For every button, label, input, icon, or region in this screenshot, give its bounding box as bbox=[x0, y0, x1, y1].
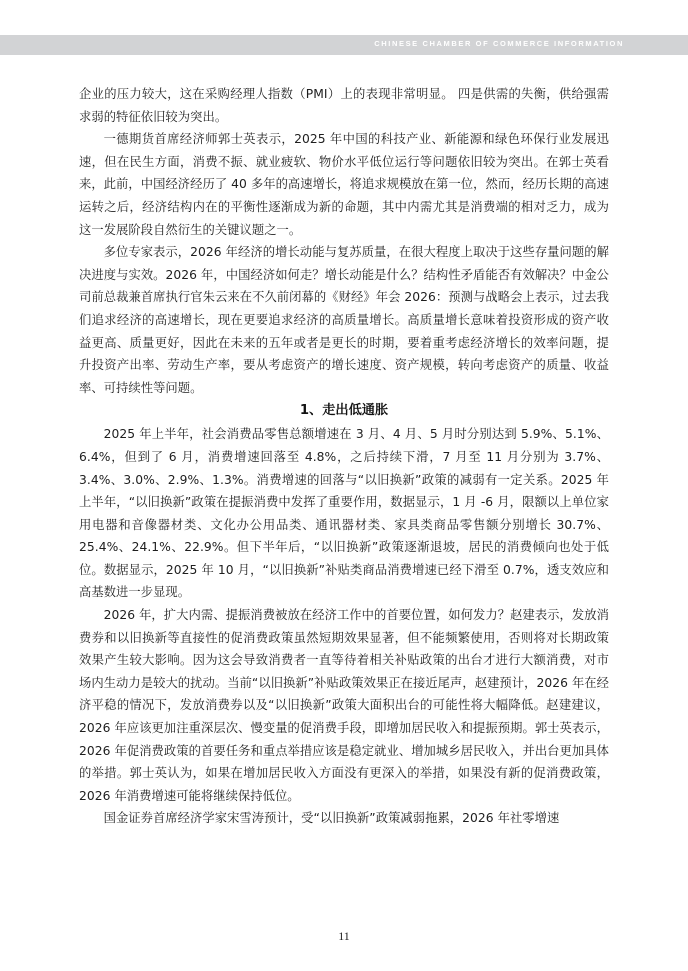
paragraph: 一德期货首席经济师郭士英表示，2025 年中国的科技产业、新能源和绿色环保行业发展迅速，但在民生方面，消费不振、就业疲软、物价水平低位运行等问题依旧较为突出。在郭士英看来，此前，中国经济经历了 40 多年的高速增长，将追求规模放在第一位，然而，经历长期的高速运转之后，经济结构内在的平衡性逐渐成为新的命题，其中内需尤其是消费端的相对乏力，成为这一发展阶段自然衍生的关键议题之一。 bbox=[79, 132, 609, 237]
header-band bbox=[0, 35, 688, 55]
paragraph: 2025 年上半年，社会消费品零售总额增速在 3 月、4 月、5 月时分别达到 5.9%、5.1%、6.4%，但到了 6 月，消费增速回落至 4.8%，之后持续下滑，7 月至 11 月分别为 3.7%、3.4%、3.0%、2.9%、1.3%。消费增速的回落与“以旧换新”政策的减弱有一定关系。2025 年上半年，“以旧换新”政策在提振消费中发挥了重要作用，数据显示，1 月 -6 月，限额以上单位家用电器和音像器材类、文化办公用品类、通讯器材类、家具类商品零售额分别增长 30.7%、25.4%、24.1%、22.9%。但下半年后，“以旧换新”政策逐渐退坡，居民的消费倾向也处于低位。数据显示，2025 年 10 月，“以旧换新”补贴类商品消费增速已经下滑至 0.7%，透支效应和高基数进一步显现。 bbox=[79, 427, 609, 600]
paragraph: 多位专家表示，2026 年经济的增长动能与复苏质量，在很大程度上取决于这些存量问题的解决进度与实效。2026 年，中国经济如何走？增长动能是什么？结构性矛盾能否有效解决？中金公司前总裁兼首席执行官朱云来在不久前闭幕的《财经》年会 2026：预测与战略会上表示，过去我们追求经济的高速增长，现在更要追求经济的高质量增长。高质量增长意味着投资形成的资产收益更高、质量更好，因此在未来的五年或者是更长的时期，要着重考虑经济增长的效率问题，提升投资产出率、劳动生产率，要从考虑资产的增长速度、资产规模，转向考虑资产的质量、收益率、可持续性等问题。 bbox=[79, 245, 609, 395]
header-banner-text: CHINESE CHAMBER OF COMMERCE INFORMATION bbox=[374, 39, 624, 48]
section-heading: 1、走出低通胀 bbox=[299, 403, 389, 419]
page-number: 11 bbox=[338, 929, 350, 943]
paragraph: 2026 年，扩大内需、提振消费被放在经济工作中的首要位置，如何发力？赵建表示，发放消费券和以旧换新等直接性的促消费政策虽然短期效果显著，但不能频繁使用，否则将对长期政策效果产生较大影响。因为这会导致消费者一直等待着相关补贴政策的出台才进行大额消费，对市场内生动力是较大的扰动。当前“以旧换新”补贴政策效果正在接近尾声，赵建预计，2026 年在经济平稳的情况下，发放消费券以及“以旧换新”政策大面积出台的可能性将大幅降低。赵建建议，2026 年应该更加注重深层次、慢变量的促消费手段，即增加居民收入和提振预期。郭士英表示，2026 年促消费政策的首要任务和重点举措应该是稳定就业、增加城乡居民收入，并出台更加具体的举措。郭士英认为，如果在增加居民收入方面没有更深入的举措，如果没有新的促消费政策，2026 年消费增速可能将继续保持低位。 bbox=[79, 608, 609, 803]
paragraph: 企业的压力较大，这在采购经理人指数（PMI）上的表现非常明显。 四是供需的失衡，供给强需求弱的特征依旧较为突出。 bbox=[79, 87, 609, 124]
paragraph: 国金证券首席经济学家宋雪涛预计，受“以旧换新”政策减弱拖累，2026 年社零增速 bbox=[103, 811, 560, 826]
article-body bbox=[79, 83, 609, 830]
